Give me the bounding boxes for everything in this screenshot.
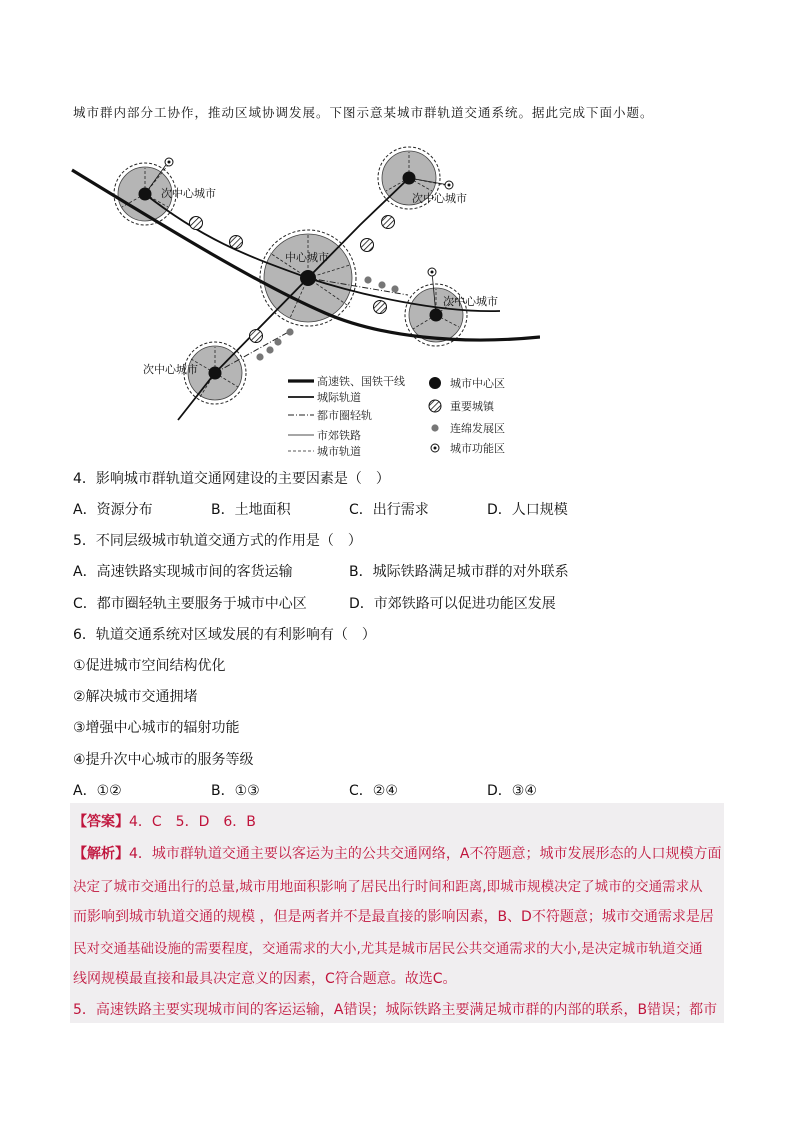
analysis-line [73,843,721,863]
answer-line [73,811,256,831]
q5-stem: 5．不同层级城市轨道交通方式的作用是（ ） [73,533,362,549]
analysis-line: 线网规模最直接和最具决定意义的因素，C符合题意。故选C。 [73,971,457,987]
q5-option-a[interactable]: A．高速铁路实现城市间的客货运输 [73,564,293,580]
q4-option-c[interactable]: C．出行需求 [349,502,429,518]
rail-system-diagram [60,135,540,465]
q4-option-a[interactable]: A．资源分布 [73,502,153,518]
city-label-e: 次中心城市 [443,295,498,308]
q6-option-b[interactable]: B．①③ [211,783,260,799]
q6-item: ①促进城市空间结构优化 [73,658,226,674]
city-label-nw: 次中心城市 [161,187,216,200]
intro-text: 城市群内部分工协作，推动区域协调发展。下图示意某城市群轨道交通系统。据此完成下面小题。 [73,105,654,120]
legend-contiguous: 连绵发展区 [450,422,505,435]
city-label-ne: 次中心城市 [412,192,467,205]
analysis-line: 而影响到城市轨道交通的规模 ，但是两者并不是最直接的影响因素，B、D不符题意；城市交通需求是居 [73,909,714,925]
answer-tag: 【答案】 [73,814,129,830]
q6-stem: 6．轨道交通系统对区域发展的有利影响有（ ） [73,627,376,643]
q4-stem: 4．影响城市群轨道交通网建设的主要因素是（ ） [73,471,390,487]
q6-item: ④提升次中心城市的服务等级 [73,752,254,768]
analysis-line: 民对交通基础设施的需要程度，交通需求的大小,尤其是城市居民公共交通需求的大小,是决定城市轨道交通 [73,941,703,957]
analysis-text: 4．城市群轨道交通主要以客运为主的公共交通网络，A不符题意；城市发展形态的人口规模方面 [129,846,722,862]
legend [288,374,505,458]
q5-option-b[interactable]: B．城际铁路满足城市群的对外联系 [349,564,569,580]
legend-town: 重要城镇 [450,400,494,413]
q6-option-c[interactable]: C．②④ [349,783,398,799]
legend-intercity: 城际轨道 [317,391,361,404]
legend-function: 城市功能区 [450,442,505,455]
q6-item: ③增强中心城市的辐射功能 [73,720,240,736]
legend-urban: 城市轨道 [317,445,361,458]
q4-option-d[interactable]: D．人口规模 [487,502,568,518]
city-label-sw: 次中心城市 [143,363,198,376]
legend-metro: 都市圈轻轨 [317,409,372,422]
city-label-center: 中心城市 [285,251,329,264]
q4-option-b[interactable]: B．土地面积 [211,502,291,518]
q5-option-d[interactable]: D．市郊铁路可以促进功能区发展 [349,596,556,612]
analysis-tag: 【解析】 [73,846,129,862]
answer-text: 4．C 5．D 6．B [129,814,256,830]
q6-item: ②解决城市交通拥堵 [73,689,198,705]
q6-option-a[interactable]: A．①② [73,783,122,799]
analysis-line: 决定了城市交通出行的总量,城市用地面积影响了居民出行时间和距离,即城市规模决定了城市的交通需求从 [73,879,703,895]
q6-option-d[interactable]: D．③④ [487,783,537,799]
q5-option-c[interactable]: C．都市圈轻轨主要服务于城市中心区 [73,596,307,612]
analysis-line: 5．高速铁路主要实现城市间的客运运输，A错误；城际铁路主要满足城市群的内部的联系，B错误；都市 [73,1002,718,1018]
legend-suburban: 市郊铁路 [317,429,361,442]
legend-hsr: 高速铁、国铁干线 [317,375,405,388]
legend-center: 城市中心区 [450,377,505,390]
